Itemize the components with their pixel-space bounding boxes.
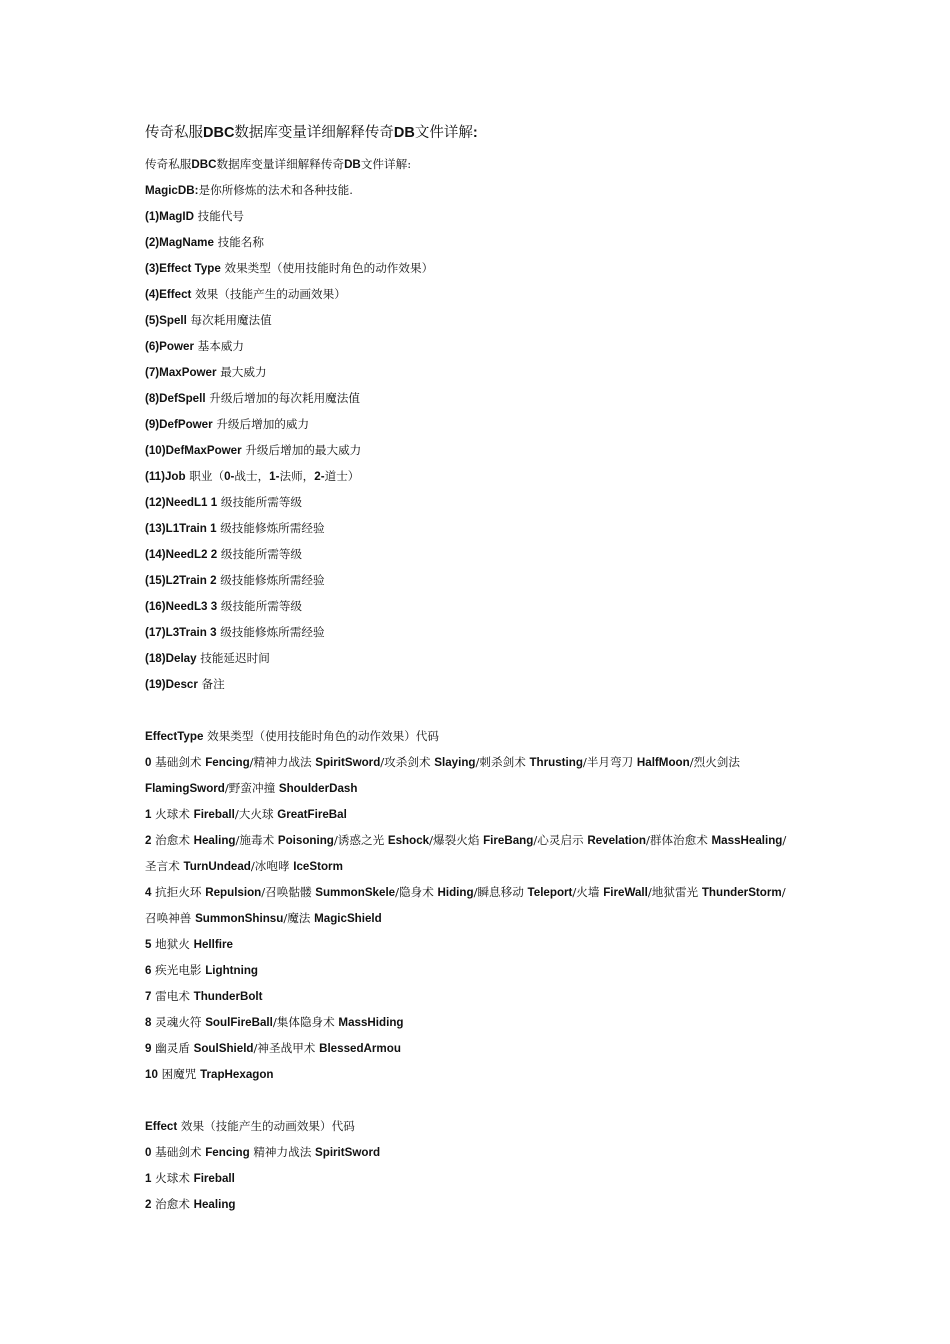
field-desc: 升级后增加的每次耗用魔法值	[205, 391, 360, 405]
field-line	[145, 411, 825, 437]
text: /	[781, 885, 786, 899]
skill-name: Thrusting	[529, 756, 583, 769]
code: 2	[145, 1198, 152, 1211]
field-desc: 每次耗用魔法值	[186, 313, 272, 327]
field-line	[145, 463, 825, 489]
field-line	[145, 671, 825, 697]
field-key: (8)DefSpell	[145, 392, 206, 405]
skill-name: Poisoning	[277, 834, 334, 847]
text: 基础剑术	[151, 755, 206, 769]
skill-name: SpiritSword	[315, 756, 381, 769]
field-key: 2-	[314, 470, 325, 483]
field-desc: 级技能修炼所需经验	[216, 573, 325, 587]
field-key: (4)Effect	[145, 288, 192, 301]
field-key: (9)DefPower	[145, 418, 213, 431]
field-key: (5)Spell	[145, 314, 187, 327]
text: /施毒术	[235, 833, 278, 847]
field-line	[145, 437, 825, 463]
code: 0	[145, 1146, 152, 1159]
code: 7	[145, 990, 152, 1003]
text: 火球术	[151, 807, 194, 821]
effect-line	[145, 1139, 825, 1165]
text: 传奇私服	[145, 157, 192, 171]
effecttype-line	[145, 1009, 825, 1035]
text: /精神力战法	[249, 755, 316, 769]
text: /诱惑之光	[333, 833, 388, 847]
text: DB	[344, 158, 361, 171]
text: /野蛮冲撞	[224, 781, 279, 795]
field-desc: 升级后增加的最大威力	[241, 443, 362, 457]
field-line	[145, 307, 825, 333]
field-key: (6)Power	[145, 340, 194, 353]
skill-name: MagicShield	[314, 912, 382, 925]
field-key: (2)MagName	[145, 236, 214, 249]
skill-name: ThunderStorm	[701, 886, 782, 899]
field-desc: 基本威力	[193, 339, 245, 353]
section-desc: 效果类型（使用技能时角色的动作效果）代码	[203, 729, 439, 743]
text: /魔法	[283, 911, 315, 925]
text: /大火球	[234, 807, 278, 821]
code: 0	[145, 756, 152, 769]
field-key: MagicDB:	[145, 184, 199, 197]
text: /召唤骷髅	[261, 885, 316, 899]
skill-name: FlamingSword	[145, 782, 225, 795]
title-text: DBC	[203, 125, 235, 141]
field-key: (11)Job	[145, 470, 186, 483]
skill-name: Revelation	[587, 834, 646, 847]
skill-name: Hellfire	[193, 938, 233, 951]
text: 圣言术	[145, 859, 184, 873]
field-key: (16)NeedL3 3	[145, 600, 218, 613]
field-line	[145, 567, 825, 593]
field-desc: 道士）	[324, 469, 360, 483]
page-title	[145, 121, 478, 142]
title-text: DB	[393, 125, 415, 141]
code: 8	[145, 1016, 152, 1029]
effecttype-line	[145, 827, 825, 853]
field-key: 1-	[269, 470, 280, 483]
field-desc: 效果类型（使用技能时角色的动作效果）	[220, 261, 434, 275]
effecttype-line	[145, 1061, 825, 1087]
code: 2	[145, 834, 152, 847]
field-desc: 级技能修炼所需经验	[216, 625, 325, 639]
effect-line	[145, 1165, 825, 1191]
section-gap	[145, 697, 825, 723]
field-key: (14)NeedL2 2	[145, 548, 218, 561]
field-desc: 级技能所需等级	[217, 495, 303, 509]
field-key: (18)Delay	[145, 652, 197, 665]
field-desc: 技能代号	[193, 209, 245, 223]
skill-name: ThunderBolt	[193, 990, 263, 1003]
field-desc: 职业（	[185, 469, 225, 483]
field-key: (12)NeedL1 1	[145, 496, 218, 509]
text: 困魔咒	[157, 1067, 201, 1081]
skill-name: Slaying	[434, 756, 476, 769]
effecttype-line	[145, 931, 825, 957]
text: 基础剑术	[151, 1145, 206, 1159]
skill-name: FireWall	[603, 886, 648, 899]
skill-name: Repulsion	[205, 886, 262, 899]
field-line	[145, 255, 825, 281]
field-line	[145, 489, 825, 515]
text: 治愈术	[151, 1197, 194, 1211]
code: 1	[145, 1172, 152, 1185]
field-desc: 是你所修炼的法术和各种技能.	[198, 183, 353, 197]
field-line	[145, 515, 825, 541]
effecttype-line	[145, 853, 825, 879]
field-line	[145, 203, 825, 229]
field-desc: 技能名称	[213, 235, 264, 249]
skill-name: HalfMoon	[636, 756, 690, 769]
field-key: (15)L2Train 2	[145, 574, 217, 587]
skill-name: Healing	[193, 834, 236, 847]
effecttype-line	[145, 905, 825, 931]
text: /群体治愈术	[645, 833, 712, 847]
skill-name: Hiding	[437, 886, 474, 899]
text: /爆裂火焰	[429, 833, 484, 847]
text: 疾光电影	[151, 963, 206, 977]
field-line	[145, 229, 825, 255]
effecttype-line	[145, 749, 825, 775]
text: 幽灵盾	[151, 1041, 194, 1055]
skill-name: MassHiding	[338, 1016, 404, 1029]
field-key: (3)Effect Type	[145, 262, 221, 275]
skill-name: TrapHexagon	[200, 1068, 274, 1081]
field-desc: 升级后增加的威力	[212, 417, 310, 431]
skill-name: SummonSkele	[315, 886, 396, 899]
skill-name: Fencing	[205, 756, 250, 769]
field-desc: 战士，	[234, 469, 270, 483]
title-text: :	[472, 125, 478, 141]
field-desc: 法师，	[279, 469, 315, 483]
field-desc: 备注	[197, 677, 225, 691]
title-text: 文件详解	[414, 125, 473, 141]
code: 9	[145, 1042, 152, 1055]
text: /火墙	[572, 885, 604, 899]
text: 召唤神兽	[145, 911, 196, 925]
skill-name: FireBang	[483, 834, 534, 847]
code: 4	[145, 886, 152, 899]
field-line	[145, 281, 825, 307]
field-line	[145, 593, 825, 619]
skill-name: Lightning	[205, 964, 258, 977]
effecttype-line	[145, 957, 825, 983]
field-desc: 技能延迟时间	[196, 651, 270, 665]
field-key: (1)MagID	[145, 210, 194, 223]
field-desc: 级技能所需等级	[217, 547, 303, 561]
effecttype-line	[145, 879, 825, 905]
field-line	[145, 333, 825, 359]
skill-name: Fireball	[193, 1172, 235, 1185]
text: /攻杀剑术	[380, 755, 435, 769]
skill-name: Healing	[193, 1198, 236, 1211]
skill-name: SoulShield	[193, 1042, 254, 1055]
text: 治愈术	[151, 833, 194, 847]
text: DBC	[191, 158, 217, 171]
skill-name: ShoulderDash	[278, 782, 358, 795]
effect-line	[145, 1191, 825, 1217]
text: /冰咆哮	[250, 859, 294, 873]
field-key: 0-	[224, 470, 235, 483]
text: 文件详解:	[360, 157, 412, 171]
effecttype-line	[145, 983, 825, 1009]
field-line	[145, 385, 825, 411]
text: /心灵启示	[533, 833, 588, 847]
section-key: EffectType	[145, 730, 204, 743]
document-body	[145, 151, 825, 1217]
code: 1	[145, 808, 152, 821]
text: /瞬息移动	[473, 885, 528, 899]
text: 数据库变量详细解释传奇	[216, 157, 345, 171]
skill-name: SoulFireBall	[205, 1016, 273, 1029]
section-desc: 效果（技能产生的动画效果）代码	[177, 1119, 355, 1133]
text: /半月弯刀	[582, 755, 637, 769]
skill-name: Eshock	[387, 834, 430, 847]
section-gap	[145, 1087, 825, 1113]
field-desc: 效果（技能产生的动画效果）	[191, 287, 346, 301]
skill-name: SummonShinsu	[195, 912, 284, 925]
field-key: (13)L1Train 1	[145, 522, 217, 535]
field-line	[145, 619, 825, 645]
skill-name: Fireball	[193, 808, 235, 821]
field-desc: 级技能修炼所需经验	[216, 521, 325, 535]
section-key: Effect	[145, 1120, 178, 1133]
effecttype-heading	[145, 723, 825, 749]
effect-heading	[145, 1113, 825, 1139]
text: 火球术	[151, 1171, 194, 1185]
code: 5	[145, 938, 152, 951]
code: 6	[145, 964, 152, 977]
skill-name: SpiritSword	[315, 1146, 381, 1159]
field-key: (19)Descr	[145, 678, 198, 691]
skill-name: GreatFireBal	[277, 808, 347, 821]
skill-name: TurnUndead	[183, 860, 251, 873]
text: /隐身术	[395, 885, 438, 899]
field-key: (10)DefMaxPower	[145, 444, 242, 457]
text: /刺杀剑术	[475, 755, 530, 769]
skill-name: Teleport	[527, 886, 573, 899]
intro-line	[145, 151, 825, 177]
effecttype-line	[145, 775, 825, 801]
skill-name: IceStorm	[293, 860, 343, 873]
text: /烈火剑法	[689, 755, 740, 769]
field-line	[145, 645, 825, 671]
field-line	[145, 541, 825, 567]
code: 10	[145, 1068, 158, 1081]
text: /	[782, 833, 787, 847]
effecttype-line	[145, 801, 825, 827]
field-desc: 级技能所需等级	[217, 599, 303, 613]
field-desc: 最大威力	[216, 365, 267, 379]
text: /集体隐身术	[272, 1015, 339, 1029]
skill-name: MassHealing	[711, 834, 783, 847]
text: 地狱火	[151, 937, 194, 951]
field-key: (17)L3Train 3	[145, 626, 217, 639]
text: 精神力战法	[249, 1145, 315, 1159]
text: 抗拒火环	[151, 885, 206, 899]
field-key: (7)MaxPower	[145, 366, 217, 379]
text: /神圣战甲术	[253, 1041, 320, 1055]
text: 雷电术	[151, 989, 194, 1003]
magicdb-line	[145, 177, 825, 203]
skill-name: BlessedArmou	[319, 1042, 401, 1055]
text: /地狱雷光	[647, 885, 702, 899]
title-text: 数据库变量详细解释传奇	[234, 125, 394, 141]
title-text: 传奇私服	[145, 125, 203, 141]
skill-name: Fencing	[205, 1146, 250, 1159]
text: 灵魂火符	[151, 1015, 206, 1029]
field-line	[145, 359, 825, 385]
effecttype-line	[145, 1035, 825, 1061]
